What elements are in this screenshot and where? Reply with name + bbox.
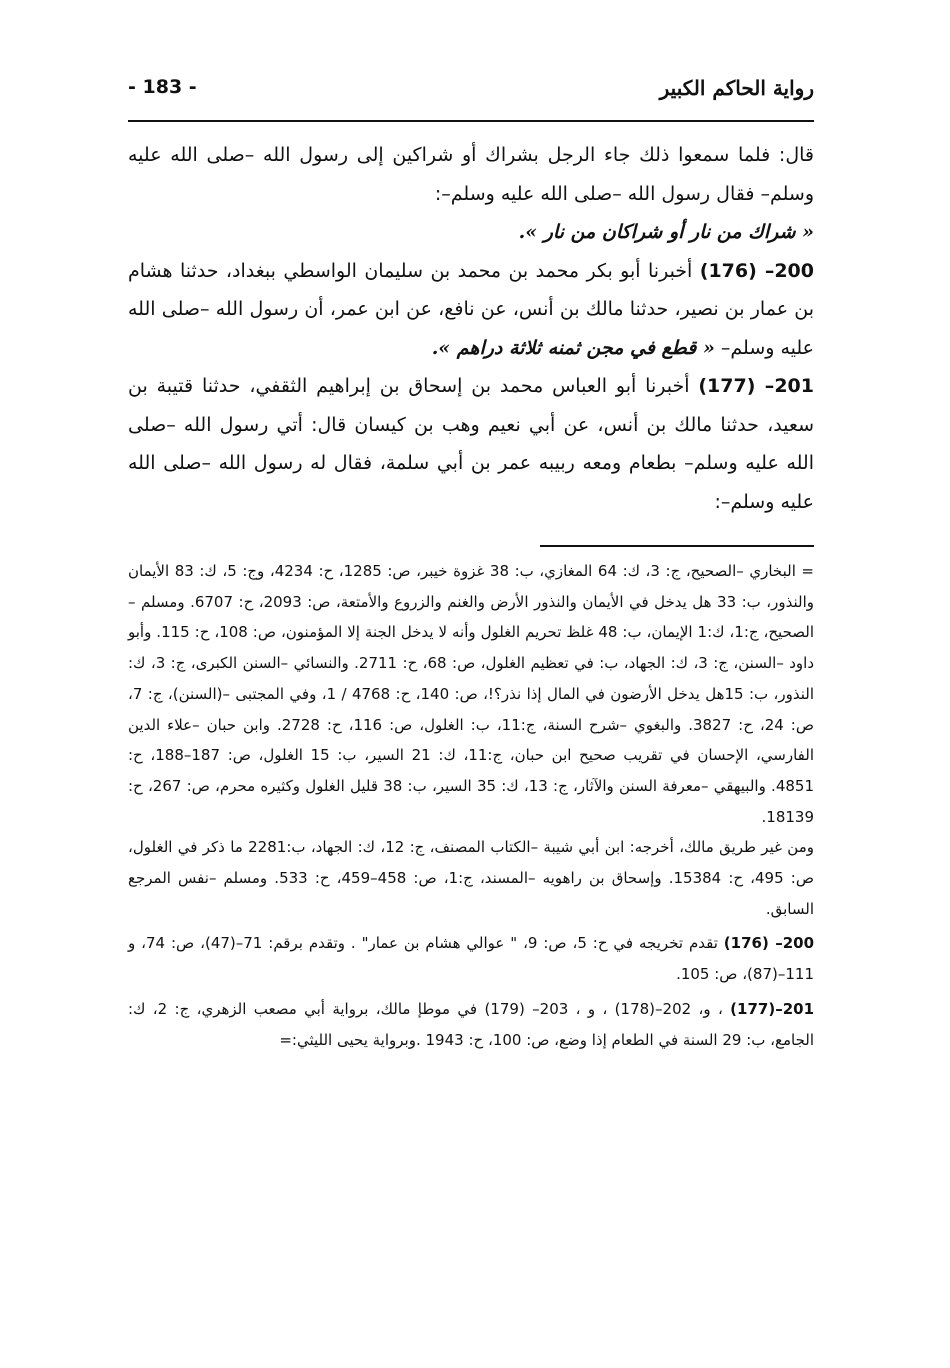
footnote-2: ومن غير طريق مالك، أخرجه: ابن أبي شيبة –الكتاب المصنف، ج: 12، ك: الجهاد، ب:2281 ما ذكر في الغلول، ص: 495، ح: 15384. وإسحاق بن راهويه –المسند، ج:1، ص: 458–459، ح: 533. ومسلم –نفس المرجع السابق. (128, 838, 814, 918)
footnote-3-number: 200– (176) (723, 934, 815, 953)
page-number: - 183 - (128, 76, 197, 98)
quote-1-text: « شراك من نار أو شراكان من نار ». (518, 221, 814, 243)
hadith-201 (128, 367, 814, 521)
quote-1 (128, 213, 814, 252)
footnote-4-text: ، و، 202–(178) ، و ، 203– (179) في موطإ مالك، برواية أبي مصعب الزهري، ج: 2، ك: الجامع، ب: 29 السنة في الطعام إذا وضع، ص: 100، ح: 1943 .وبرواية يحيى الليثي:= (128, 999, 814, 1049)
footnote-1: = البخاري –الصحيح، ج: 3، ك: 64 المغازي، ب: 38 غزوة خيبر، ص: 1285، ح: 4234، وج: 5، ك: 83 الأيمان والنذور، ب: 33 هل يدخل في الأيمان والنذور الأرض والغنم والزروع والأمتعة، ص: 2093، ح: 6707. ومسلم –الصحيح، ج:1، ك:1 الإيمان، ب: 48 غلظ تحريم الغلول وأنه لا يدخل الجنة إلا المؤمنون، ص: 108، ح: 115. وأبو داود –السنن، ج: 3، ك: الجهاد، ب: في تعظيم الغلول، ص: 68، ح: 2711. والنسائي –السنن الكبرى، ج: 3، ك: النذور، ب: 15هل يدخل الأرضون في المال إذا نذر؟!، ص: 140، ح: 4768 / 1، وفي المجتبى –(السنن)، ج: 7، ص: 24، ح: 3827. والبغوي –شرح السنة، ج:11، ب: الغلول، ص: 116، ح: 2728. وابن حبان –علاء الدين الفارسي، الإحسان في تقريب صحيح ابن حبان، ج:11، ك: 21 السير، ب: 15 الغلول، ص: 187–188، ح: 4851. والبيهقي –معرفة السنن والآثار، ج: 13، ك: 35 السير، ب: 38 قليل الغلول وكثيره محرم، ص: 267، ح: 18139. (128, 562, 814, 826)
footnotes (128, 556, 814, 1055)
running-title: رواية الحاكم الكبير (659, 76, 814, 100)
footnote-rule (540, 545, 814, 547)
footnote-3-text: تقدم تخريجه في ح: 5، ص: 9، " عوالي هشام بن عمار" . وتقدم برقم: 71–(47)، ص: 74، و 111–(87)، ص: 105. (128, 934, 814, 984)
hadith-200-text: أخبرنا أبو بكر محمد بن محمد بن سليمان الواسطي ببغداد، حدثنا هشام بن عمار بن نصير، حدثنا مالك بن أنس، عن نافع، عن ابن عمر، أن رسول الله –صلى الله عليه وسلم– (128, 259, 814, 359)
footnote-3 (128, 928, 814, 989)
hadith-201-text: أخبرنا أبو العباس محمد بن إسحاق بن إبراهيم الثقفي، حدثنا قتيبة بن سعيد، حدثنا مالك بن أنس، عن أبي نعيم وهب بن كيسان قال: أتي رسول الله –صلى الله عليه وسلم– بطعام ومعه ربيبه عمر بن أبي سلمة، فقال له رسول الله –صلى الله عليه وسلم–: (128, 375, 814, 513)
paragraph-1 (128, 136, 814, 213)
main-text (128, 136, 814, 521)
paragraph-1-text: قال: فلما سمعوا ذلك جاء الرجل بشراك أو شراكين إلى رسول الله –صلى الله عليه وسلم– فقال رسول الله –صلى الله عليه وسلم–: (128, 144, 814, 205)
hadith-200-number: 200– (176) (699, 259, 814, 282)
hadith-201-number: 201– (177) (698, 375, 814, 397)
hadith-200-quote: « قطع في مجن ثمنه ثلاثة دراهم ». (431, 336, 715, 359)
footnote-4-number: 201–(177) (730, 999, 815, 1018)
footnote-4 (128, 994, 814, 1055)
hadith-200 (128, 252, 814, 368)
header-rule (128, 120, 814, 122)
page-header (128, 70, 814, 114)
